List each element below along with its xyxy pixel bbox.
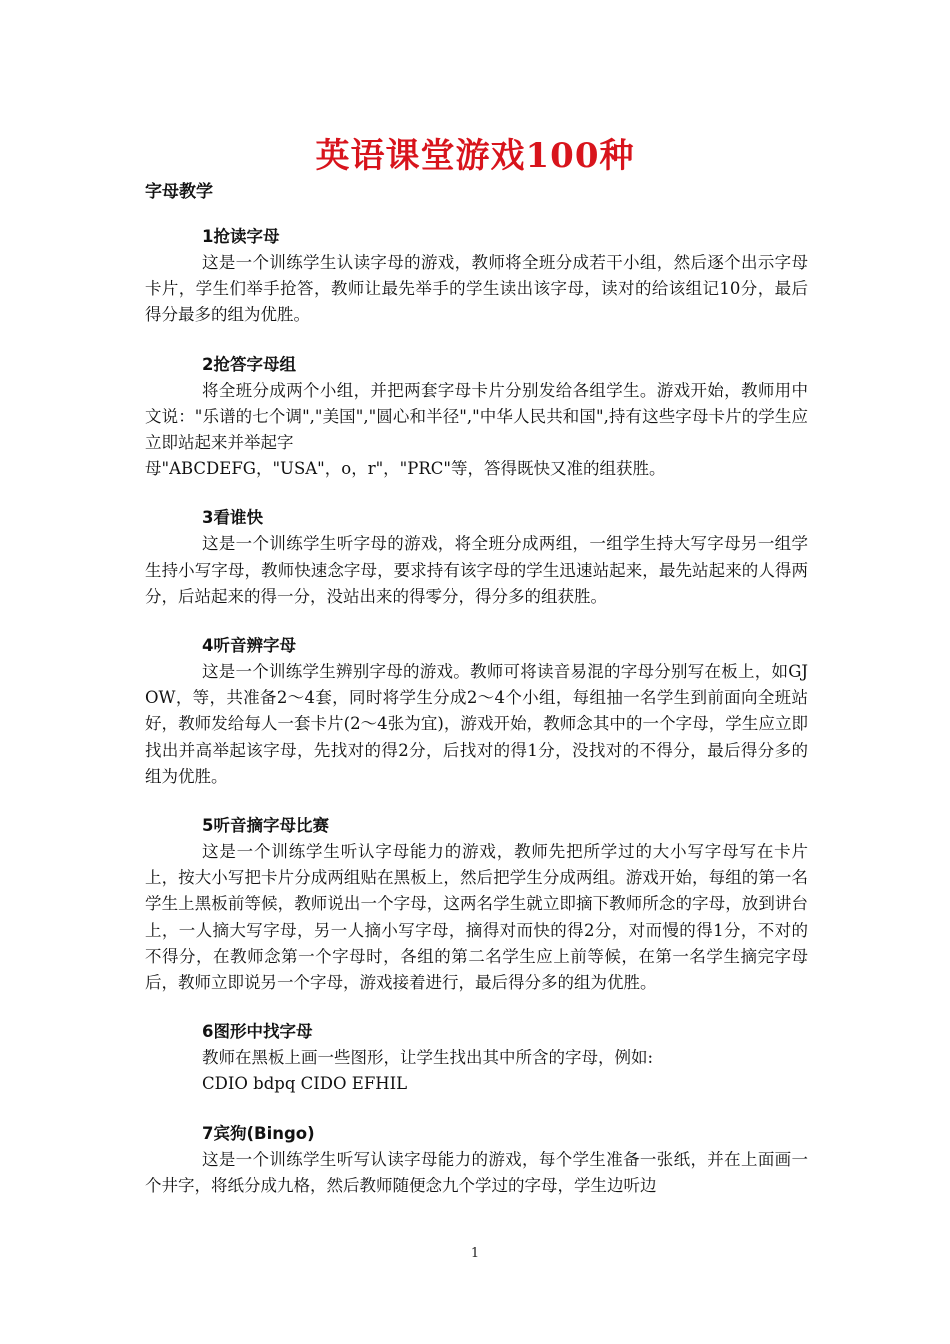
game-title: 2抢答字母组 xyxy=(202,354,296,374)
game-title: 6图形中找字母 xyxy=(202,1022,313,1042)
document-title: 英语课堂游戏100种 xyxy=(315,136,635,176)
game-title: 1抢读字母 xyxy=(202,227,280,246)
game-description: 教师在黑板上画一些图形，让学生找出其中所含的字母，例如: xyxy=(202,1048,654,1068)
game-title: 7宾狗(Bingo) xyxy=(202,1123,315,1143)
game-item-3 xyxy=(145,505,808,610)
page-number: 1 xyxy=(470,1246,480,1261)
game-description: 这是一个训练学生听字母的游戏，将全班分成两组，一组学生持大写字母另一组学生持小写字母，教师快速念字母，要求持有该字母的学生迅速站起来，最先站起来的人得两分，后站起来的得一分，没站出来的得零分，得分多的组获胜。 xyxy=(145,534,808,606)
game-description: 这是一个训练学生认读字母的游戏，教师将全班分成若干小组，然后逐个出示字母卡片，学生们举手抢答，教师让最先举手的学生读出该字母，读对的给该组记10分，最后得分最多的组为优胜。 xyxy=(145,253,808,325)
game-description: 将全班分成两个小组，并把两套字母卡片分别发给各组学生。游戏开始，教师用中文说："乐谱的七个调","美国","圆心和半径","中华人民共和国",持有这些字母卡片的学生应立即站起来并举起字 xyxy=(145,380,808,453)
section-heading: 字母教学 xyxy=(145,182,213,202)
game-item-1 xyxy=(145,224,808,329)
game-description: 这是一个训练学生听写认读字母能力的游戏，每个学生准备一张纸，并在上面画一个井字，将纸分成九格，然后教师随便念九个学过的字母，学生边听边 xyxy=(145,1149,808,1195)
game-item-4 xyxy=(145,633,808,790)
game-description: 这是一个训练学生听认字母能力的游戏，教师先把所学过的大小写字母写在卡片上，按大小写把卡片分成两组贴在黑板上，然后把学生分成两组。游戏开始，每组的第一名学生上黑板前等候，教师说出一个字母，这两名学生就立即摘下教师所念的字母，放到讲台上，一人摘大写字母，另一人摘小写字母，摘得对而快的得2分，对而慢的得1分，不对的不得分，在教师念第一个字母时，各组的第二名学生应上前等候，在第一名学生摘完字母后，教师立即说另一个字母，游戏接着进行，最后得分多的组为优胜。 xyxy=(145,842,808,993)
game-description: 这是一个训练学生辨别字母的游戏。教师可将读音易混的字母分别写在板上，如GJOW，等，共准备2～4套，同时将学生分成2～4个小组，每组抽一名学生到前面向全班站好，教师发给每人一套卡片(2～4张为宜)，游戏开始，教师念其中的一个字母，学生应立即找出并高举起该字母，先找对的得2分，后找对的得1分，没找对的不得分，最后得分多的组为优胜。 xyxy=(145,662,808,786)
game-title: 5听音摘字母比赛 xyxy=(202,816,329,836)
game-item-6 xyxy=(145,1019,808,1097)
document-body xyxy=(145,224,808,1222)
game-item-5 xyxy=(145,813,808,996)
game-description-continued: 母"ABCDEFG，"USA"，o，r"，"PRC"等，答得既快又准的组获胜。 xyxy=(145,459,666,479)
game-item-2 xyxy=(145,352,808,483)
letter-example: CDIO bdpq CIDO EFHIL xyxy=(202,1074,408,1094)
game-title: 3看谁快 xyxy=(202,508,263,528)
game-title: 4听音辨字母 xyxy=(202,636,296,656)
game-item-7 xyxy=(145,1121,808,1199)
